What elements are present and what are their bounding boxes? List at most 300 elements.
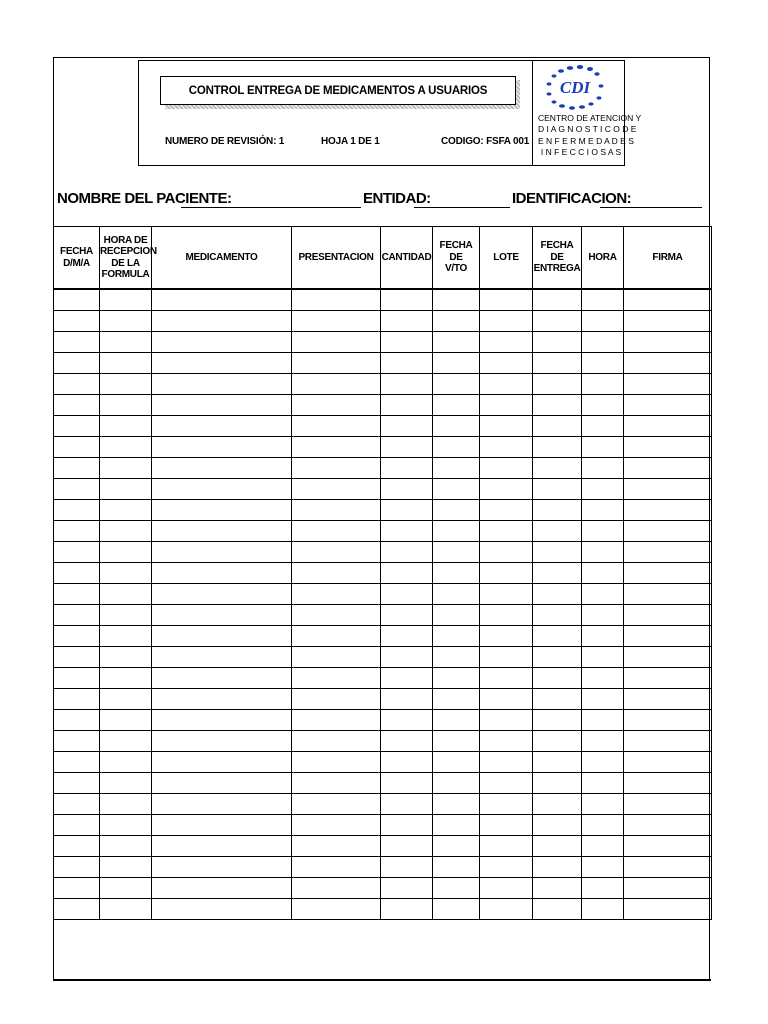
table-cell[interactable] xyxy=(381,332,433,353)
table-cell[interactable] xyxy=(152,437,292,458)
table-cell[interactable] xyxy=(292,668,381,689)
table-cell[interactable] xyxy=(54,395,100,416)
table-cell[interactable] xyxy=(100,521,152,542)
table-cell[interactable] xyxy=(582,500,624,521)
table-cell[interactable] xyxy=(152,689,292,710)
table-cell[interactable] xyxy=(480,395,533,416)
table-cell[interactable] xyxy=(433,605,480,626)
table-cell[interactable] xyxy=(292,437,381,458)
table-cell[interactable] xyxy=(381,458,433,479)
table-cell[interactable] xyxy=(582,458,624,479)
table-cell[interactable] xyxy=(433,353,480,374)
table-cell[interactable] xyxy=(292,332,381,353)
table-cell[interactable] xyxy=(624,878,712,899)
table-cell[interactable] xyxy=(152,710,292,731)
table-cell[interactable] xyxy=(533,395,582,416)
table-cell[interactable] xyxy=(381,500,433,521)
table-cell[interactable] xyxy=(433,458,480,479)
table-cell[interactable] xyxy=(533,689,582,710)
table-cell[interactable] xyxy=(533,542,582,563)
table-cell[interactable] xyxy=(533,626,582,647)
table-cell[interactable] xyxy=(292,836,381,857)
table-cell[interactable] xyxy=(624,626,712,647)
table-cell[interactable] xyxy=(433,731,480,752)
table-cell[interactable] xyxy=(100,437,152,458)
table-cell[interactable] xyxy=(152,752,292,773)
table-cell[interactable] xyxy=(292,794,381,815)
table-cell[interactable] xyxy=(152,311,292,332)
table-cell[interactable] xyxy=(54,437,100,458)
table-cell[interactable] xyxy=(100,311,152,332)
table-cell[interactable] xyxy=(533,794,582,815)
table-cell[interactable] xyxy=(152,353,292,374)
table-cell[interactable] xyxy=(152,836,292,857)
table-cell[interactable] xyxy=(480,794,533,815)
table-cell[interactable] xyxy=(624,437,712,458)
table-cell[interactable] xyxy=(292,395,381,416)
table-cell[interactable] xyxy=(582,668,624,689)
table-cell[interactable] xyxy=(54,899,100,920)
table-cell[interactable] xyxy=(624,353,712,374)
table-cell[interactable] xyxy=(54,416,100,437)
table-cell[interactable] xyxy=(533,458,582,479)
table-cell[interactable] xyxy=(624,395,712,416)
table-cell[interactable] xyxy=(292,542,381,563)
table-cell[interactable] xyxy=(533,668,582,689)
table-cell[interactable] xyxy=(624,857,712,878)
table-cell[interactable] xyxy=(624,584,712,605)
table-cell[interactable] xyxy=(100,395,152,416)
table-cell[interactable] xyxy=(480,668,533,689)
table-cell[interactable] xyxy=(54,542,100,563)
table-cell[interactable] xyxy=(533,500,582,521)
table-cell[interactable] xyxy=(152,289,292,311)
table-cell[interactable] xyxy=(582,374,624,395)
table-cell[interactable] xyxy=(152,857,292,878)
table-cell[interactable] xyxy=(624,458,712,479)
table-cell[interactable] xyxy=(292,899,381,920)
table-cell[interactable] xyxy=(381,395,433,416)
table-cell[interactable] xyxy=(433,416,480,437)
table-cell[interactable] xyxy=(433,542,480,563)
table-cell[interactable] xyxy=(100,899,152,920)
table-cell[interactable] xyxy=(381,542,433,563)
table-cell[interactable] xyxy=(381,416,433,437)
table-cell[interactable] xyxy=(480,500,533,521)
table-cell[interactable] xyxy=(381,353,433,374)
table-cell[interactable] xyxy=(381,689,433,710)
table-cell[interactable] xyxy=(54,731,100,752)
table-cell[interactable] xyxy=(582,899,624,920)
table-cell[interactable] xyxy=(533,752,582,773)
table-cell[interactable] xyxy=(480,332,533,353)
table-cell[interactable] xyxy=(533,605,582,626)
table-cell[interactable] xyxy=(433,773,480,794)
table-cell[interactable] xyxy=(54,647,100,668)
table-cell[interactable] xyxy=(152,563,292,584)
table-cell[interactable] xyxy=(381,668,433,689)
table-cell[interactable] xyxy=(582,857,624,878)
table-cell[interactable] xyxy=(433,437,480,458)
table-cell[interactable] xyxy=(624,311,712,332)
table-cell[interactable] xyxy=(433,815,480,836)
table-cell[interactable] xyxy=(54,500,100,521)
table-cell[interactable] xyxy=(533,311,582,332)
table-cell[interactable] xyxy=(54,668,100,689)
table-cell[interactable] xyxy=(54,353,100,374)
table-cell[interactable] xyxy=(433,289,480,311)
table-cell[interactable] xyxy=(292,878,381,899)
table-cell[interactable] xyxy=(582,521,624,542)
table-cell[interactable] xyxy=(152,815,292,836)
table-cell[interactable] xyxy=(381,626,433,647)
table-cell[interactable] xyxy=(433,689,480,710)
table-cell[interactable] xyxy=(381,311,433,332)
table-cell[interactable] xyxy=(582,626,624,647)
table-cell[interactable] xyxy=(433,311,480,332)
table-cell[interactable] xyxy=(54,794,100,815)
table-cell[interactable] xyxy=(100,416,152,437)
table-cell[interactable] xyxy=(533,289,582,311)
table-cell[interactable] xyxy=(480,374,533,395)
table-cell[interactable] xyxy=(152,521,292,542)
table-cell[interactable] xyxy=(533,479,582,500)
table-cell[interactable] xyxy=(292,689,381,710)
table-cell[interactable] xyxy=(54,752,100,773)
table-cell[interactable] xyxy=(100,857,152,878)
table-cell[interactable] xyxy=(480,437,533,458)
table-cell[interactable] xyxy=(433,374,480,395)
patient-name-field[interactable] xyxy=(181,207,361,208)
table-cell[interactable] xyxy=(582,353,624,374)
table-cell[interactable] xyxy=(480,626,533,647)
table-cell[interactable] xyxy=(100,289,152,311)
table-cell[interactable] xyxy=(292,353,381,374)
table-cell[interactable] xyxy=(54,374,100,395)
table-cell[interactable] xyxy=(582,815,624,836)
table-cell[interactable] xyxy=(480,899,533,920)
table-cell[interactable] xyxy=(582,752,624,773)
table-cell[interactable] xyxy=(100,353,152,374)
table-cell[interactable] xyxy=(54,332,100,353)
table-cell[interactable] xyxy=(292,500,381,521)
table-cell[interactable] xyxy=(624,563,712,584)
table-cell[interactable] xyxy=(480,289,533,311)
table-cell[interactable] xyxy=(433,626,480,647)
table-cell[interactable] xyxy=(433,857,480,878)
table-cell[interactable] xyxy=(533,710,582,731)
table-cell[interactable] xyxy=(54,521,100,542)
table-cell[interactable] xyxy=(624,542,712,563)
table-cell[interactable] xyxy=(433,395,480,416)
table-cell[interactable] xyxy=(100,752,152,773)
table-cell[interactable] xyxy=(100,626,152,647)
table-cell[interactable] xyxy=(381,857,433,878)
table-cell[interactable] xyxy=(54,773,100,794)
table-cell[interactable] xyxy=(152,605,292,626)
table-cell[interactable] xyxy=(533,773,582,794)
table-cell[interactable] xyxy=(433,479,480,500)
table-cell[interactable] xyxy=(100,374,152,395)
table-cell[interactable] xyxy=(433,521,480,542)
table-cell[interactable] xyxy=(582,773,624,794)
table-cell[interactable] xyxy=(433,794,480,815)
table-cell[interactable] xyxy=(582,794,624,815)
table-cell[interactable] xyxy=(100,479,152,500)
entity-field[interactable] xyxy=(414,207,510,208)
table-cell[interactable] xyxy=(100,668,152,689)
table-cell[interactable] xyxy=(100,584,152,605)
table-cell[interactable] xyxy=(480,521,533,542)
table-cell[interactable] xyxy=(381,815,433,836)
table-cell[interactable] xyxy=(533,836,582,857)
table-cell[interactable] xyxy=(624,668,712,689)
table-cell[interactable] xyxy=(433,899,480,920)
table-cell[interactable] xyxy=(381,731,433,752)
table-cell[interactable] xyxy=(152,773,292,794)
table-cell[interactable] xyxy=(533,332,582,353)
table-cell[interactable] xyxy=(533,353,582,374)
table-cell[interactable] xyxy=(292,311,381,332)
table-cell[interactable] xyxy=(54,458,100,479)
table-cell[interactable] xyxy=(152,500,292,521)
table-cell[interactable] xyxy=(480,584,533,605)
table-cell[interactable] xyxy=(433,878,480,899)
table-cell[interactable] xyxy=(480,815,533,836)
table-cell[interactable] xyxy=(624,815,712,836)
table-cell[interactable] xyxy=(152,479,292,500)
table-cell[interactable] xyxy=(292,752,381,773)
table-cell[interactable] xyxy=(582,332,624,353)
table-cell[interactable] xyxy=(582,836,624,857)
table-cell[interactable] xyxy=(100,458,152,479)
table-cell[interactable] xyxy=(292,458,381,479)
table-cell[interactable] xyxy=(624,332,712,353)
table-cell[interactable] xyxy=(624,500,712,521)
table-cell[interactable] xyxy=(480,605,533,626)
table-cell[interactable] xyxy=(582,437,624,458)
table-cell[interactable] xyxy=(480,731,533,752)
table-cell[interactable] xyxy=(624,289,712,311)
table-cell[interactable] xyxy=(292,416,381,437)
table-cell[interactable] xyxy=(533,878,582,899)
table-cell[interactable] xyxy=(152,668,292,689)
table-cell[interactable] xyxy=(433,668,480,689)
table-cell[interactable] xyxy=(54,584,100,605)
table-cell[interactable] xyxy=(100,689,152,710)
table-cell[interactable] xyxy=(100,605,152,626)
table-cell[interactable] xyxy=(152,395,292,416)
table-cell[interactable] xyxy=(292,815,381,836)
table-cell[interactable] xyxy=(582,605,624,626)
table-cell[interactable] xyxy=(533,374,582,395)
table-cell[interactable] xyxy=(624,773,712,794)
table-cell[interactable] xyxy=(292,773,381,794)
table-cell[interactable] xyxy=(624,647,712,668)
table-cell[interactable] xyxy=(624,521,712,542)
table-cell[interactable] xyxy=(100,563,152,584)
table-cell[interactable] xyxy=(533,521,582,542)
table-cell[interactable] xyxy=(480,563,533,584)
table-cell[interactable] xyxy=(582,416,624,437)
table-cell[interactable] xyxy=(433,332,480,353)
table-cell[interactable] xyxy=(533,815,582,836)
table-cell[interactable] xyxy=(433,752,480,773)
table-cell[interactable] xyxy=(152,878,292,899)
table-cell[interactable] xyxy=(100,500,152,521)
table-cell[interactable] xyxy=(582,542,624,563)
table-cell[interactable] xyxy=(480,689,533,710)
table-cell[interactable] xyxy=(582,289,624,311)
table-cell[interactable] xyxy=(152,416,292,437)
table-cell[interactable] xyxy=(381,878,433,899)
table-cell[interactable] xyxy=(100,773,152,794)
table-cell[interactable] xyxy=(54,563,100,584)
table-cell[interactable] xyxy=(54,815,100,836)
table-cell[interactable] xyxy=(582,563,624,584)
table-cell[interactable] xyxy=(480,416,533,437)
table-cell[interactable] xyxy=(433,563,480,584)
table-cell[interactable] xyxy=(292,289,381,311)
table-cell[interactable] xyxy=(624,605,712,626)
table-cell[interactable] xyxy=(480,647,533,668)
table-cell[interactable] xyxy=(533,584,582,605)
table-cell[interactable] xyxy=(433,710,480,731)
table-cell[interactable] xyxy=(381,836,433,857)
table-cell[interactable] xyxy=(54,605,100,626)
table-cell[interactable] xyxy=(582,311,624,332)
table-cell[interactable] xyxy=(292,710,381,731)
table-cell[interactable] xyxy=(533,437,582,458)
table-cell[interactable] xyxy=(100,542,152,563)
table-cell[interactable] xyxy=(582,731,624,752)
table-cell[interactable] xyxy=(433,647,480,668)
table-cell[interactable] xyxy=(100,815,152,836)
table-cell[interactable] xyxy=(624,752,712,773)
table-cell[interactable] xyxy=(624,794,712,815)
table-cell[interactable] xyxy=(480,857,533,878)
table-cell[interactable] xyxy=(480,878,533,899)
table-cell[interactable] xyxy=(152,647,292,668)
table-cell[interactable] xyxy=(292,563,381,584)
table-cell[interactable] xyxy=(54,836,100,857)
table-cell[interactable] xyxy=(533,563,582,584)
table-cell[interactable] xyxy=(624,479,712,500)
table-cell[interactable] xyxy=(292,626,381,647)
table-cell[interactable] xyxy=(480,353,533,374)
table-cell[interactable] xyxy=(433,836,480,857)
table-cell[interactable] xyxy=(381,710,433,731)
table-cell[interactable] xyxy=(100,794,152,815)
table-cell[interactable] xyxy=(152,794,292,815)
table-cell[interactable] xyxy=(152,626,292,647)
table-cell[interactable] xyxy=(480,458,533,479)
table-cell[interactable] xyxy=(100,878,152,899)
table-cell[interactable] xyxy=(100,332,152,353)
table-cell[interactable] xyxy=(292,731,381,752)
table-cell[interactable] xyxy=(381,794,433,815)
table-cell[interactable] xyxy=(152,584,292,605)
table-cell[interactable] xyxy=(54,289,100,311)
table-cell[interactable] xyxy=(100,731,152,752)
table-cell[interactable] xyxy=(582,479,624,500)
table-cell[interactable] xyxy=(624,416,712,437)
table-cell[interactable] xyxy=(100,647,152,668)
identification-field[interactable] xyxy=(600,207,702,208)
table-cell[interactable] xyxy=(480,836,533,857)
table-cell[interactable] xyxy=(54,311,100,332)
table-cell[interactable] xyxy=(152,332,292,353)
table-cell[interactable] xyxy=(582,395,624,416)
table-cell[interactable] xyxy=(54,479,100,500)
table-cell[interactable] xyxy=(624,689,712,710)
table-cell[interactable] xyxy=(480,752,533,773)
table-cell[interactable] xyxy=(480,710,533,731)
table-cell[interactable] xyxy=(152,899,292,920)
table-cell[interactable] xyxy=(533,899,582,920)
table-cell[interactable] xyxy=(381,773,433,794)
table-cell[interactable] xyxy=(624,899,712,920)
table-cell[interactable] xyxy=(292,647,381,668)
table-cell[interactable] xyxy=(381,563,433,584)
table-cell[interactable] xyxy=(381,899,433,920)
table-cell[interactable] xyxy=(152,374,292,395)
table-cell[interactable] xyxy=(381,437,433,458)
table-cell[interactable] xyxy=(292,479,381,500)
table-cell[interactable] xyxy=(624,731,712,752)
table-cell[interactable] xyxy=(381,647,433,668)
table-cell[interactable] xyxy=(582,710,624,731)
table-cell[interactable] xyxy=(381,479,433,500)
table-cell[interactable] xyxy=(582,878,624,899)
table-cell[interactable] xyxy=(624,710,712,731)
table-cell[interactable] xyxy=(533,416,582,437)
table-cell[interactable] xyxy=(292,857,381,878)
table-cell[interactable] xyxy=(152,542,292,563)
table-cell[interactable] xyxy=(292,584,381,605)
table-cell[interactable] xyxy=(381,605,433,626)
table-cell[interactable] xyxy=(152,458,292,479)
table-cell[interactable] xyxy=(533,731,582,752)
table-cell[interactable] xyxy=(54,626,100,647)
table-cell[interactable] xyxy=(480,773,533,794)
table-cell[interactable] xyxy=(624,374,712,395)
table-cell[interactable] xyxy=(533,647,582,668)
table-cell[interactable] xyxy=(480,311,533,332)
table-cell[interactable] xyxy=(292,605,381,626)
table-cell[interactable] xyxy=(152,731,292,752)
table-cell[interactable] xyxy=(54,857,100,878)
table-cell[interactable] xyxy=(100,836,152,857)
table-cell[interactable] xyxy=(381,289,433,311)
table-cell[interactable] xyxy=(480,479,533,500)
table-cell[interactable] xyxy=(54,689,100,710)
table-cell[interactable] xyxy=(433,500,480,521)
table-cell[interactable] xyxy=(381,374,433,395)
table-cell[interactable] xyxy=(292,374,381,395)
table-cell[interactable] xyxy=(381,521,433,542)
table-cell[interactable] xyxy=(54,878,100,899)
table-cell[interactable] xyxy=(433,584,480,605)
table-cell[interactable] xyxy=(54,710,100,731)
table-cell[interactable] xyxy=(533,857,582,878)
table-cell[interactable] xyxy=(582,647,624,668)
table-cell[interactable] xyxy=(480,542,533,563)
table-cell[interactable] xyxy=(381,752,433,773)
table-cell[interactable] xyxy=(292,521,381,542)
table-cell[interactable] xyxy=(381,584,433,605)
table-cell[interactable] xyxy=(624,836,712,857)
